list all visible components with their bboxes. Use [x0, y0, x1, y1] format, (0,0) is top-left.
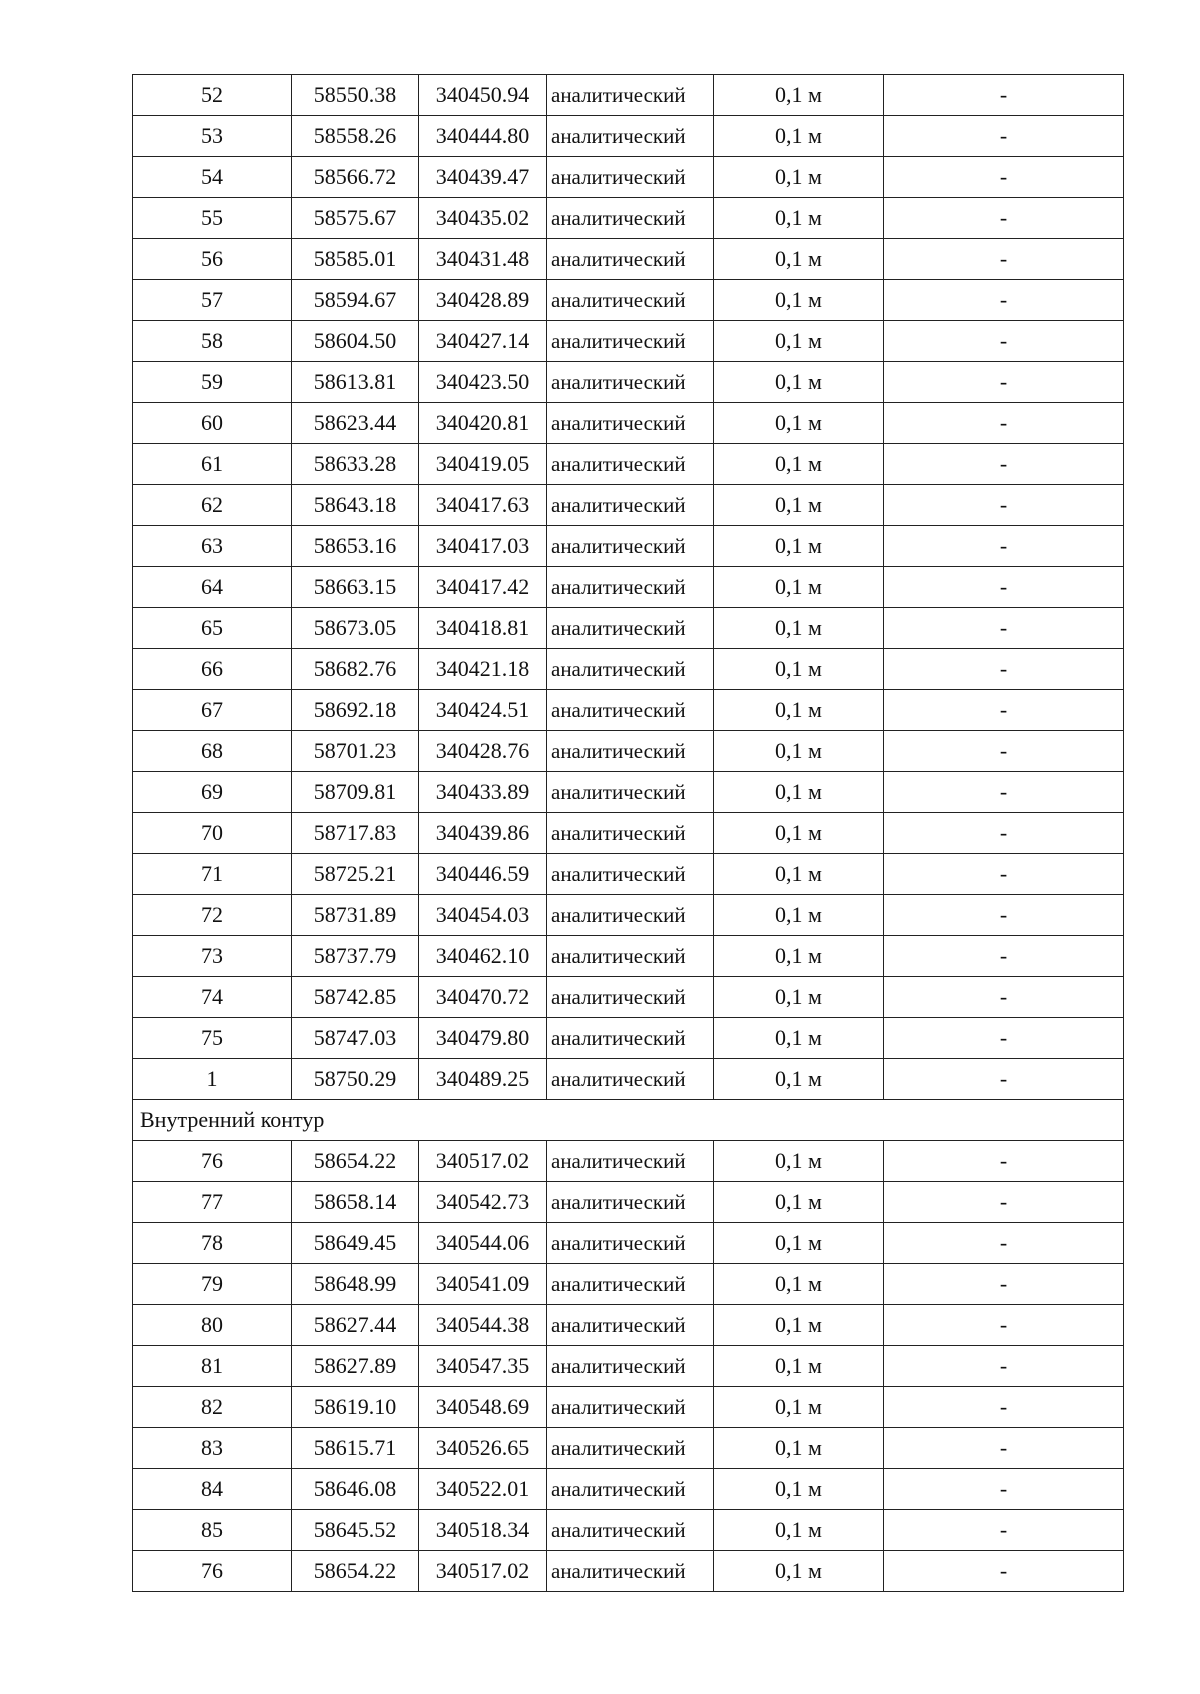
table-row	[133, 526, 1124, 567]
note-cell: -	[884, 403, 1124, 444]
accuracy-cell: 0,1 м	[714, 895, 884, 936]
note-cell: -	[884, 690, 1124, 731]
accuracy-cell: 0,1 м	[714, 1018, 884, 1059]
table-row	[133, 403, 1124, 444]
y-coordinate-cell: 340517.02	[419, 1551, 547, 1592]
x-coordinate-cell: 58648.99	[292, 1264, 419, 1305]
x-coordinate-cell: 58643.18	[292, 485, 419, 526]
method-cell: аналитический	[547, 936, 714, 977]
y-coordinate-cell: 340479.80	[419, 1018, 547, 1059]
accuracy-cell: 0,1 м	[714, 1469, 884, 1510]
note-cell: -	[884, 1469, 1124, 1510]
point-number-cell: 84	[133, 1469, 292, 1510]
table-row	[133, 239, 1124, 280]
method-cell: аналитический	[547, 1510, 714, 1551]
table-row	[133, 731, 1124, 772]
note-cell: -	[884, 198, 1124, 239]
point-number-cell: 70	[133, 813, 292, 854]
accuracy-cell: 0,1 м	[714, 116, 884, 157]
note-cell: -	[884, 1059, 1124, 1100]
accuracy-cell: 0,1 м	[714, 772, 884, 813]
x-coordinate-cell: 58649.45	[292, 1223, 419, 1264]
point-number-cell: 54	[133, 157, 292, 198]
point-number-cell: 73	[133, 936, 292, 977]
point-number-cell: 83	[133, 1428, 292, 1469]
y-coordinate-cell: 340541.09	[419, 1264, 547, 1305]
point-number-cell: 60	[133, 403, 292, 444]
x-coordinate-cell: 58731.89	[292, 895, 419, 936]
x-coordinate-cell: 58646.08	[292, 1469, 419, 1510]
accuracy-cell: 0,1 м	[714, 977, 884, 1018]
table-row	[133, 1223, 1124, 1264]
table-row	[133, 157, 1124, 198]
coordinates-table-body	[133, 75, 1124, 1592]
point-number-cell: 72	[133, 895, 292, 936]
table-row	[133, 280, 1124, 321]
point-number-cell: 59	[133, 362, 292, 403]
note-cell: -	[884, 567, 1124, 608]
table-row	[133, 977, 1124, 1018]
x-coordinate-cell: 58645.52	[292, 1510, 419, 1551]
accuracy-cell: 0,1 м	[714, 157, 884, 198]
x-coordinate-cell: 58692.18	[292, 690, 419, 731]
y-coordinate-cell: 340517.02	[419, 1141, 547, 1182]
y-coordinate-cell: 340417.03	[419, 526, 547, 567]
x-coordinate-cell: 58575.67	[292, 198, 419, 239]
table-row	[133, 1141, 1124, 1182]
x-coordinate-cell: 58654.22	[292, 1141, 419, 1182]
point-number-cell: 80	[133, 1305, 292, 1346]
accuracy-cell: 0,1 м	[714, 1059, 884, 1100]
y-coordinate-cell: 340548.69	[419, 1387, 547, 1428]
point-number-cell: 58	[133, 321, 292, 362]
note-cell: -	[884, 280, 1124, 321]
method-cell: аналитический	[547, 854, 714, 895]
note-cell: -	[884, 444, 1124, 485]
y-coordinate-cell: 340417.42	[419, 567, 547, 608]
table-row	[133, 485, 1124, 526]
accuracy-cell: 0,1 м	[714, 75, 884, 116]
y-coordinate-cell: 340444.80	[419, 116, 547, 157]
accuracy-cell: 0,1 м	[714, 1223, 884, 1264]
note-cell: -	[884, 526, 1124, 567]
y-coordinate-cell: 340431.48	[419, 239, 547, 280]
y-coordinate-cell: 340427.14	[419, 321, 547, 362]
y-coordinate-cell: 340470.72	[419, 977, 547, 1018]
y-coordinate-cell: 340420.81	[419, 403, 547, 444]
y-coordinate-cell: 340542.73	[419, 1182, 547, 1223]
accuracy-cell: 0,1 м	[714, 1510, 884, 1551]
x-coordinate-cell: 58750.29	[292, 1059, 419, 1100]
accuracy-cell: 0,1 м	[714, 731, 884, 772]
point-number-cell: 53	[133, 116, 292, 157]
accuracy-cell: 0,1 м	[714, 649, 884, 690]
x-coordinate-cell: 58654.22	[292, 1551, 419, 1592]
x-coordinate-cell: 58653.16	[292, 526, 419, 567]
accuracy-cell: 0,1 м	[714, 198, 884, 239]
accuracy-cell: 0,1 м	[714, 1264, 884, 1305]
point-number-cell: 85	[133, 1510, 292, 1551]
table-row	[133, 1182, 1124, 1223]
y-coordinate-cell: 340439.86	[419, 813, 547, 854]
method-cell: аналитический	[547, 813, 714, 854]
accuracy-cell: 0,1 м	[714, 690, 884, 731]
table-row	[133, 198, 1124, 239]
x-coordinate-cell: 58725.21	[292, 854, 419, 895]
table-row	[133, 1551, 1124, 1592]
y-coordinate-cell: 340462.10	[419, 936, 547, 977]
method-cell: аналитический	[547, 1551, 714, 1592]
note-cell: -	[884, 936, 1124, 977]
note-cell: -	[884, 75, 1124, 116]
note-cell: -	[884, 157, 1124, 198]
accuracy-cell: 0,1 м	[714, 854, 884, 895]
point-number-cell: 76	[133, 1551, 292, 1592]
y-coordinate-cell: 340435.02	[419, 198, 547, 239]
accuracy-cell: 0,1 м	[714, 813, 884, 854]
accuracy-cell: 0,1 м	[714, 1141, 884, 1182]
accuracy-cell: 0,1 м	[714, 567, 884, 608]
note-cell: -	[884, 1223, 1124, 1264]
x-coordinate-cell: 58627.89	[292, 1346, 419, 1387]
method-cell: аналитический	[547, 362, 714, 403]
note-cell: -	[884, 239, 1124, 280]
table-row	[133, 772, 1124, 813]
y-coordinate-cell: 340544.38	[419, 1305, 547, 1346]
method-cell: аналитический	[547, 1469, 714, 1510]
note-cell: -	[884, 977, 1124, 1018]
table-row	[133, 1346, 1124, 1387]
y-coordinate-cell: 340419.05	[419, 444, 547, 485]
y-coordinate-cell: 340428.89	[419, 280, 547, 321]
method-cell: аналитический	[547, 567, 714, 608]
point-number-cell: 71	[133, 854, 292, 895]
note-cell: -	[884, 1387, 1124, 1428]
point-number-cell: 64	[133, 567, 292, 608]
note-cell: -	[884, 895, 1124, 936]
table-row	[133, 444, 1124, 485]
method-cell: аналитический	[547, 1182, 714, 1223]
accuracy-cell: 0,1 м	[714, 321, 884, 362]
accuracy-cell: 0,1 м	[714, 280, 884, 321]
accuracy-cell: 0,1 м	[714, 485, 884, 526]
x-coordinate-cell: 58747.03	[292, 1018, 419, 1059]
x-coordinate-cell: 58604.50	[292, 321, 419, 362]
note-cell: -	[884, 1264, 1124, 1305]
table-row	[133, 854, 1124, 895]
method-cell: аналитический	[547, 608, 714, 649]
point-number-cell: 52	[133, 75, 292, 116]
accuracy-cell: 0,1 м	[714, 444, 884, 485]
method-cell: аналитический	[547, 1264, 714, 1305]
table-row	[133, 362, 1124, 403]
point-number-cell: 56	[133, 239, 292, 280]
accuracy-cell: 0,1 м	[714, 1387, 884, 1428]
note-cell: -	[884, 1428, 1124, 1469]
point-number-cell: 66	[133, 649, 292, 690]
note-cell: -	[884, 362, 1124, 403]
note-cell: -	[884, 1182, 1124, 1223]
method-cell: аналитический	[547, 239, 714, 280]
note-cell: -	[884, 485, 1124, 526]
method-cell: аналитический	[547, 198, 714, 239]
method-cell: аналитический	[547, 1223, 714, 1264]
point-number-cell: 63	[133, 526, 292, 567]
method-cell: аналитический	[547, 444, 714, 485]
table-row	[133, 321, 1124, 362]
note-cell: -	[884, 813, 1124, 854]
method-cell: аналитический	[547, 157, 714, 198]
table-row	[133, 1059, 1124, 1100]
y-coordinate-cell: 340418.81	[419, 608, 547, 649]
y-coordinate-cell: 340433.89	[419, 772, 547, 813]
x-coordinate-cell: 58585.01	[292, 239, 419, 280]
note-cell: -	[884, 1141, 1124, 1182]
y-coordinate-cell: 340489.25	[419, 1059, 547, 1100]
accuracy-cell: 0,1 м	[714, 1346, 884, 1387]
x-coordinate-cell: 58615.71	[292, 1428, 419, 1469]
note-cell: -	[884, 1018, 1124, 1059]
point-number-cell: 77	[133, 1182, 292, 1223]
method-cell: аналитический	[547, 690, 714, 731]
point-number-cell: 82	[133, 1387, 292, 1428]
table-row	[133, 608, 1124, 649]
y-coordinate-cell: 340421.18	[419, 649, 547, 690]
point-number-cell: 75	[133, 1018, 292, 1059]
point-number-cell: 67	[133, 690, 292, 731]
note-cell: -	[884, 321, 1124, 362]
note-cell: -	[884, 1510, 1124, 1551]
y-coordinate-cell: 340417.63	[419, 485, 547, 526]
note-cell: -	[884, 1551, 1124, 1592]
method-cell: аналитический	[547, 1059, 714, 1100]
accuracy-cell: 0,1 м	[714, 936, 884, 977]
note-cell: -	[884, 649, 1124, 690]
table-row	[133, 690, 1124, 731]
point-number-cell: 74	[133, 977, 292, 1018]
accuracy-cell: 0,1 м	[714, 1428, 884, 1469]
x-coordinate-cell: 58701.23	[292, 731, 419, 772]
table-row	[133, 1510, 1124, 1551]
method-cell: аналитический	[547, 1387, 714, 1428]
point-number-cell: 81	[133, 1346, 292, 1387]
section-row	[133, 1100, 1124, 1141]
method-cell: аналитический	[547, 526, 714, 567]
table-row	[133, 1305, 1124, 1346]
table-row	[133, 1264, 1124, 1305]
note-cell: -	[884, 772, 1124, 813]
point-number-cell: 79	[133, 1264, 292, 1305]
y-coordinate-cell: 340526.65	[419, 1428, 547, 1469]
x-coordinate-cell: 58663.15	[292, 567, 419, 608]
table-row	[133, 1469, 1124, 1510]
x-coordinate-cell: 58742.85	[292, 977, 419, 1018]
method-cell: аналитический	[547, 1346, 714, 1387]
x-coordinate-cell: 58623.44	[292, 403, 419, 444]
method-cell: аналитический	[547, 731, 714, 772]
point-number-cell: 1	[133, 1059, 292, 1100]
table-row	[133, 1018, 1124, 1059]
y-coordinate-cell: 340446.59	[419, 854, 547, 895]
method-cell: аналитический	[547, 280, 714, 321]
x-coordinate-cell: 58717.83	[292, 813, 419, 854]
point-number-cell: 76	[133, 1141, 292, 1182]
table-row	[133, 936, 1124, 977]
method-cell: аналитический	[547, 485, 714, 526]
table-row	[133, 649, 1124, 690]
x-coordinate-cell: 58619.10	[292, 1387, 419, 1428]
x-coordinate-cell: 58613.81	[292, 362, 419, 403]
x-coordinate-cell: 58566.72	[292, 157, 419, 198]
y-coordinate-cell: 340544.06	[419, 1223, 547, 1264]
x-coordinate-cell: 58594.67	[292, 280, 419, 321]
point-number-cell: 69	[133, 772, 292, 813]
y-coordinate-cell: 340424.51	[419, 690, 547, 731]
method-cell: аналитический	[547, 75, 714, 116]
method-cell: аналитический	[547, 649, 714, 690]
y-coordinate-cell: 340439.47	[419, 157, 547, 198]
point-number-cell: 61	[133, 444, 292, 485]
method-cell: аналитический	[547, 403, 714, 444]
y-coordinate-cell: 340450.94	[419, 75, 547, 116]
y-coordinate-cell: 340454.03	[419, 895, 547, 936]
note-cell: -	[884, 1305, 1124, 1346]
table-row	[133, 895, 1124, 936]
note-cell: -	[884, 854, 1124, 895]
x-coordinate-cell: 58627.44	[292, 1305, 419, 1346]
point-number-cell: 57	[133, 280, 292, 321]
accuracy-cell: 0,1 м	[714, 1182, 884, 1223]
method-cell: аналитический	[547, 772, 714, 813]
x-coordinate-cell: 58550.38	[292, 75, 419, 116]
accuracy-cell: 0,1 м	[714, 403, 884, 444]
table-row	[133, 75, 1124, 116]
x-coordinate-cell: 58682.76	[292, 649, 419, 690]
y-coordinate-cell: 340428.76	[419, 731, 547, 772]
method-cell: аналитический	[547, 977, 714, 1018]
table-row	[133, 813, 1124, 854]
x-coordinate-cell: 58658.14	[292, 1182, 419, 1223]
y-coordinate-cell: 340518.34	[419, 1510, 547, 1551]
x-coordinate-cell: 58673.05	[292, 608, 419, 649]
accuracy-cell: 0,1 м	[714, 1551, 884, 1592]
method-cell: аналитический	[547, 1428, 714, 1469]
point-number-cell: 65	[133, 608, 292, 649]
y-coordinate-cell: 340423.50	[419, 362, 547, 403]
point-number-cell: 78	[133, 1223, 292, 1264]
x-coordinate-cell: 58633.28	[292, 444, 419, 485]
coordinates-table	[132, 74, 1124, 1592]
point-number-cell: 55	[133, 198, 292, 239]
x-coordinate-cell: 58558.26	[292, 116, 419, 157]
section-title: Внутренний контур	[133, 1100, 1124, 1141]
point-number-cell: 68	[133, 731, 292, 772]
method-cell: аналитический	[547, 1305, 714, 1346]
accuracy-cell: 0,1 м	[714, 239, 884, 280]
point-number-cell: 62	[133, 485, 292, 526]
note-cell: -	[884, 116, 1124, 157]
accuracy-cell: 0,1 м	[714, 1305, 884, 1346]
note-cell: -	[884, 608, 1124, 649]
x-coordinate-cell: 58709.81	[292, 772, 419, 813]
x-coordinate-cell: 58737.79	[292, 936, 419, 977]
table-row	[133, 116, 1124, 157]
method-cell: аналитический	[547, 1141, 714, 1182]
method-cell: аналитический	[547, 116, 714, 157]
note-cell: -	[884, 1346, 1124, 1387]
method-cell: аналитический	[547, 321, 714, 362]
table-row	[133, 567, 1124, 608]
y-coordinate-cell: 340547.35	[419, 1346, 547, 1387]
table-row	[133, 1428, 1124, 1469]
accuracy-cell: 0,1 м	[714, 608, 884, 649]
method-cell: аналитический	[547, 895, 714, 936]
y-coordinate-cell: 340522.01	[419, 1469, 547, 1510]
accuracy-cell: 0,1 м	[714, 526, 884, 567]
method-cell: аналитический	[547, 1018, 714, 1059]
accuracy-cell: 0,1 м	[714, 362, 884, 403]
note-cell: -	[884, 731, 1124, 772]
table-row	[133, 1387, 1124, 1428]
